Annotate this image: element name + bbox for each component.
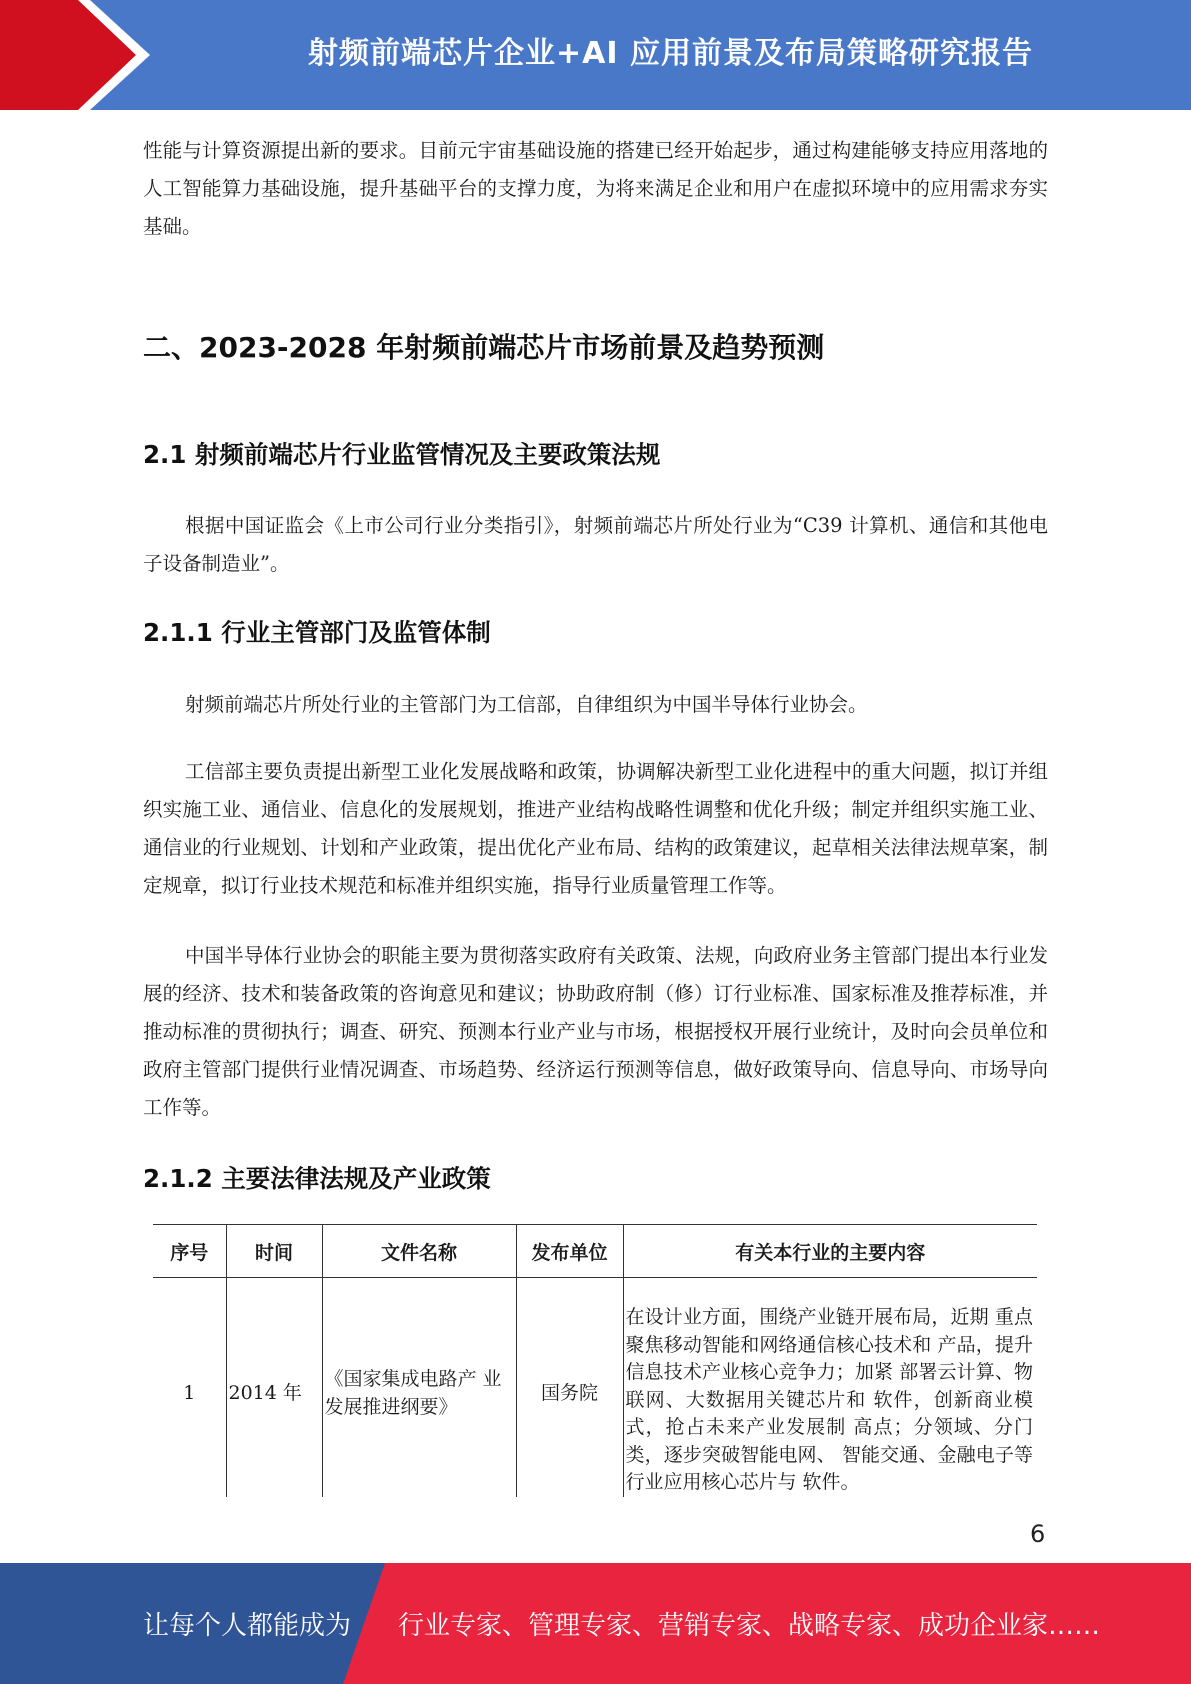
paragraph-2-1 [143, 507, 1048, 583]
report-title: 射频前端芯片企业+AI 应用前景及布局策略研究报告 [308, 36, 1033, 71]
cell-no: 1 [183, 1382, 196, 1405]
intro-block [143, 132, 1048, 246]
paragraph-text: 射频前端芯片所处行业的主管部门为工信部，自律组织为中国半导体行业协会。 [185, 693, 868, 716]
header-arrow-shape [0, 0, 150, 110]
column-header-name: 文件名称 [322, 1225, 516, 1278]
column-header-issuer: 发布单位 [516, 1225, 623, 1278]
paragraph-2-1-1-b [143, 753, 1048, 905]
heading-2-1-1: 2.1.1 行业主管部门及监管体制 [143, 618, 491, 647]
paragraph-2-1-text: 根据中国证监会《上市公司行业分类指引》，射频前端芯片所处行业为“C39 计算机、通信和其他电子设备制造业”。 [143, 514, 1048, 575]
column-header-no: 序号 [153, 1225, 226, 1278]
paragraph-text: 中国半导体行业协会的职能主要为贯彻落实政府有关政策、法规，向政府业务主管部门提出本行业发展的经济、技术和装备政策的咨询意见和建议；协助政府制（修）订行业标准、国家标准及推荐标准，并推动标准的贯彻执行；调查、研究、预测本行业产业与市场，根据授权开展行业统计，及时向会员单位和政府主管部门提供行业情况调查、市场趋势、经济运行预测等信息，做好政策导向、信息导向、市场导向工作等。 [143, 944, 1048, 1119]
cell-content: 在设计业方面，围绕产业链开展布局，近期 重点聚焦移动智能和网络通信核心技术和 产品，提升信息技术产业核心竞争力；加紧 部署云计算、物联网、大数据用关键芯片和 软件，创新商业模式，抢占未来产业发展制 高点；分领域、分门类，逐步突破智能电网、 智能交通、金融电子等行业应用核心芯片与 软件。 [623, 1290, 1037, 1497]
footer-slogan-right: 行业专家、管理专家、营销专家、战略专家、成功企业家…… [398, 1611, 1101, 1641]
policy-table [153, 1224, 1037, 1497]
column-header-content: 有关本行业的主要内容 [623, 1225, 1037, 1278]
table-spacer-row [153, 1278, 1037, 1291]
paragraph-2-1-1-c [143, 937, 1048, 1127]
table-header-row [153, 1225, 1037, 1278]
paragraph-text: 工信部主要负责提出新型工业化发展战略和政策，协调解决新型工业化进程中的重大问题，拟订并组织实施工业、通信业、信息化的发展规划，推进产业结构战略性调整和优化升级；制定并组织实施工业、通信业的行业规划、计划和产业政策，提出优化产业布局、结构的政策建议，起草相关法律法规草案，制定规章，拟订行业技术规范和标准并组织实施，指导行业质量管理工作等。 [143, 760, 1048, 897]
cell-name: 《国家集成电路产 业发展推进纲要》 [322, 1290, 516, 1497]
header-banner [0, 0, 1191, 110]
cell-issuer: 国务院 [516, 1290, 623, 1497]
page-number: 6 [1030, 1520, 1046, 1548]
table-row [153, 1290, 1037, 1497]
heading-2-1: 2.1 射频前端芯片行业监管情况及主要政策法规 [143, 440, 661, 469]
column-header-time: 时间 [226, 1225, 322, 1278]
footer-slogan-left: 让每个人都能成为 [143, 1611, 352, 1641]
intro-paragraph: 性能与计算资源提出新的要求。目前元宇宙基础设施的搭建已经开始起步，通过构建能够支持应用落地的人工智能算力基础设施，提升基础平台的支撑力度，为将来满足企业和用户在虚拟环境中的应用需求夯实基础。 [143, 139, 1048, 238]
heading-2-1-2: 2.1.2 主要法律法规及产业政策 [143, 1164, 491, 1193]
section-title: 二、2023-2028 年射频前端芯片市场前景及趋势预测 [143, 331, 825, 364]
paragraph-2-1-1-a [143, 686, 1048, 724]
cell-time: 2014 年 [226, 1290, 322, 1497]
